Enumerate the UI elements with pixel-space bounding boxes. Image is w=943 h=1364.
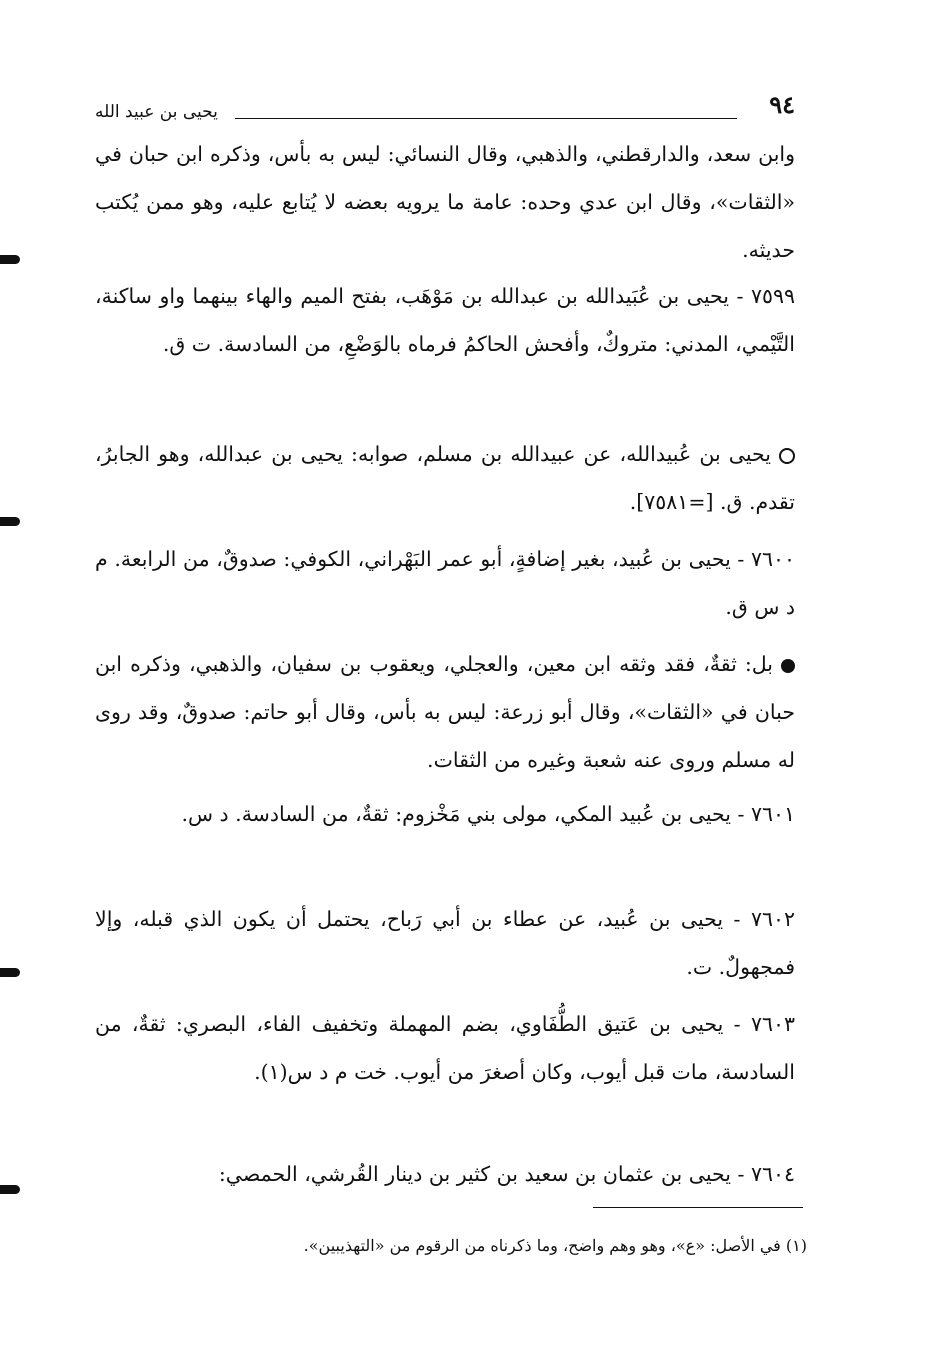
paragraph-text: يحيى بن عُبيدالله، عن عبيدالله بن مسلم، صوابه: يحيى بن عبدالله، وهو الجابرُ، تقدم. ق. [=٧٥٨١].	[95, 442, 795, 514]
entry-7602	[95, 895, 795, 991]
paragraph-text: بل: ثقةٌ، فقد وثقه ابن معين، والعجلي، ويعقوب بن سفيان، والذهبي، وذكره ابن حبان في «الثقات»، وقال أبو زرعة: ليس به بأس، وقال أبو حاتم: صدوقٌ، وقد روى له مسلم وروى عنه شعبة وغيره من الثقات.	[95, 652, 795, 772]
paragraph-text: ٧٦٠٣ - يحيى بن عَتيق الطُّفَاوي، بضم المهملة وتخفيف الفاء، البصري: ثقةٌ، من السادسة، مات قبل أيوب، وكان أصغرَ من أيوب. خت م د س(١).	[95, 1012, 795, 1084]
scan-edge-mark	[0, 968, 20, 977]
entry-7599	[95, 272, 795, 368]
paragraph-text: وابن سعد، والدارقطني، والذهبي، وقال النسائي: ليس به بأس، وذكره ابن حبان في «الثقات»، وقال ابن عدي وحده: عامة ما يرويه بعضه لا يُتابع عليه، وهو ممن يُكتب حديثه.	[95, 142, 795, 262]
paragraph-continuation	[95, 130, 795, 274]
scan-edge-mark	[0, 1185, 20, 1194]
paragraph-text: ٧٦٠١ - يحيى بن عُبيد المكي، مولى بني مَخْزوم: ثقةٌ، من السادسة. د س.	[181, 802, 795, 826]
footnote: (١) في الأصل: «ع»، وهو وهم واضح، وما ذكرناه من الرقوم من «التهذيبين».	[303, 1236, 807, 1255]
running-title: يحيى بن عبيد الله	[95, 102, 218, 122]
scan-edge-mark	[0, 517, 20, 526]
scan-edge-mark	[0, 255, 20, 264]
footnote-divider	[593, 1207, 803, 1208]
page-number: ٩٤	[769, 90, 795, 119]
paragraph-text: ٧٦٠٠ - يحيى بن عُبيد، بغير إضافةٍ، أبو عمر البَهْراني، الكوفي: صدوقٌ، من الرابعة. م د س ق.	[95, 547, 795, 619]
header-rule	[235, 118, 737, 119]
paragraph-text: ٧٦٠٤ - يحيى بن عثمان بن سعيد بن كثير بن دينار القُرشي، الحمصي:	[218, 1162, 795, 1186]
editor-comment	[95, 640, 795, 784]
circle-marker-icon	[779, 448, 795, 464]
paragraph-text: ٧٦٠٢ - يحيى بن عُبيد، عن عطاء بن أبي رَباح، يحتمل أن يكون الذي قبله، وإلا فمجهولٌ. ت.	[95, 907, 795, 979]
page-header	[95, 90, 795, 130]
entry-7604	[95, 1150, 795, 1198]
entry-7601	[95, 790, 795, 838]
paragraph-text: ٧٥٩٩ - يحيى بن عُبَيدالله بن عبدالله بن مَوْهَب، بفتح الميم والهاء بينهما واو ساكنة، التَّيْمي، المدني: متروكٌ، وأفحش الحاكمُ فرماه بالوَضْعِ، من السادسة. ت ق.	[95, 284, 795, 356]
bullet-marker-icon	[781, 659, 795, 673]
entry-7600	[95, 535, 795, 631]
entry-7603	[95, 1000, 795, 1096]
cross-reference-entry	[95, 430, 795, 526]
